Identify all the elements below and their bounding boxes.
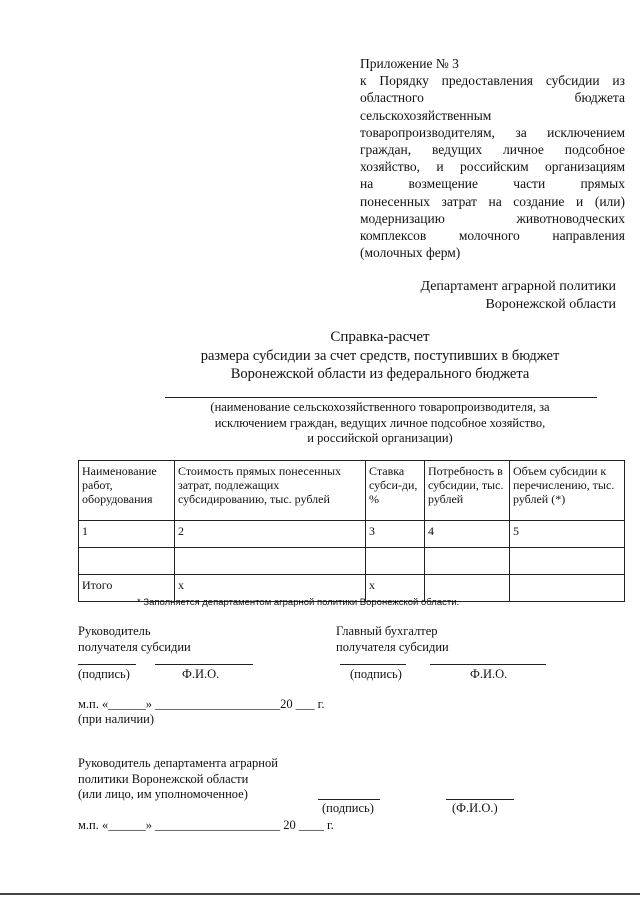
fio-line: [446, 799, 514, 800]
annex-line: (молочных ферм): [360, 245, 461, 261]
document-title: Справка-расчет: [330, 329, 430, 345]
table-cell: x: [366, 575, 425, 602]
table-cell: [175, 548, 366, 575]
sign-caption: (подпись): [78, 667, 130, 681]
label-line: получателя субсидии: [336, 639, 449, 654]
stamp-note: (при наличии): [78, 712, 155, 726]
fio-caption: Ф.И.О.: [182, 667, 220, 681]
table-cell: Итого: [79, 575, 175, 602]
hint-line: и российской организации): [307, 431, 453, 445]
label-line: Руководитель: [78, 624, 151, 638]
sign-caption: (подпись): [350, 667, 402, 681]
sign-caption: (подпись): [322, 801, 374, 815]
annex-line: товаропроизводителям, за исключением: [360, 124, 625, 140]
table-cell: 5: [510, 521, 625, 548]
fio-caption: (Ф.И.О.): [452, 801, 498, 815]
department-line1: Департамент аграрной политики: [420, 279, 616, 294]
table-row: [79, 521, 625, 548]
table-cell: [510, 548, 625, 575]
producer-name-hint: [190, 400, 570, 447]
table-cell: [79, 548, 175, 575]
fio-caption: Ф.И.О.: [470, 667, 508, 681]
hint-line: исключением граждан, ведущих личное подсобное хозяйство,: [214, 415, 546, 430]
subsidy-table: [78, 460, 625, 602]
department-head-label: [78, 756, 278, 803]
table-cell: 3: [366, 521, 425, 548]
table-cell: [366, 548, 425, 575]
table-header-cell: Ставка субси-ди, %: [366, 461, 425, 521]
table-header-cell: Объем субсидии к перечислению, тыс. рублей (*): [510, 461, 625, 521]
table-header-cell: Наименование работ, оборудования: [79, 461, 175, 521]
annex-line: сельскохозяйственным: [360, 107, 492, 123]
annex-line: областного бюджета: [360, 90, 625, 106]
accountant-label: [336, 624, 449, 655]
annex-line: хозяйство, и российским организациям: [360, 159, 625, 175]
signature-line: [78, 664, 136, 665]
table-row: [79, 548, 625, 575]
table-cell: 1: [79, 521, 175, 548]
table-cell: x: [175, 575, 366, 602]
department-block: [316, 278, 616, 313]
annex-line: модернизацию животноводческих: [360, 210, 625, 226]
signature-line: [340, 664, 406, 665]
label-line: получателя субсидии: [78, 639, 191, 654]
table-cell: 2: [175, 521, 366, 548]
hint-line: (наименование сельскохозяйственного товаропроизводителя, за: [210, 400, 550, 414]
department-line2: Воронежской области: [485, 296, 616, 312]
fio-line: [155, 664, 253, 665]
annex-line: на возмещение части прямых: [360, 176, 625, 192]
fio-line: [430, 664, 546, 665]
stamp-line: м.п. «______» ____________________ 20 ____ г.: [78, 818, 334, 832]
footnote: * Заполняется департаментом аграрной политики Воронежской области.: [137, 597, 460, 608]
annex-line: понесенных затрат на создание и (или): [360, 193, 625, 209]
annex-block: [360, 55, 625, 261]
signature-line: [318, 799, 380, 800]
table-cell: 4: [425, 521, 510, 548]
annex-line: комплексов молочного направления: [360, 228, 625, 244]
label-line: политики Воронежской области: [78, 771, 249, 786]
page-bottom-rule: [0, 893, 640, 895]
annex-line: граждан, ведущих личное подсобное: [360, 142, 625, 158]
table-header-row: [79, 461, 625, 521]
table-cell: [425, 548, 510, 575]
annex-line: Приложение № 3: [360, 56, 459, 71]
document-subtitle-line2: Воронежской области из федерального бюджета: [230, 366, 530, 382]
stamp-line: м.п. «______» ____________________20 ___ г.: [78, 697, 325, 711]
label-line: Главный бухгалтер: [336, 624, 438, 638]
recipient-head-label: [78, 624, 191, 655]
producer-name-line: [165, 397, 597, 398]
table-header-cell: Стоимость прямых понесенных затрат, подлежащих субсидированию, тыс. рублей: [175, 461, 366, 521]
label-line: (или лицо, им уполномоченное): [78, 787, 248, 801]
document-subtitle-line1: размера субсидии за счет средств, поступивших в бюджет: [200, 348, 560, 364]
label-line: Руководитель департамента аграрной: [78, 756, 278, 770]
annex-line: к Порядку предоставления субсидии из: [360, 73, 625, 89]
table-cell: [510, 575, 625, 602]
table-header-cell: Потребность в субсидии, тыс. рублей: [425, 461, 510, 521]
